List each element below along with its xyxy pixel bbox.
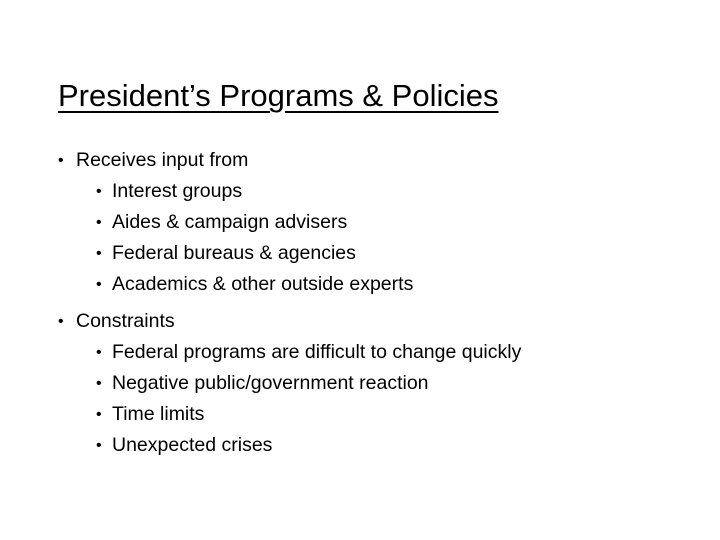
sub-bullet xyxy=(58,238,698,269)
sub-bullet xyxy=(58,207,698,238)
bullet-icon: • xyxy=(96,214,102,231)
bullet-text: Receives input from xyxy=(76,149,249,171)
sub-bullet-text: Academics & other outside experts xyxy=(112,273,414,295)
sub-bullet xyxy=(58,269,698,300)
bullet-icon: • xyxy=(96,276,102,293)
sub-bullet-text: Federal bureaus & agencies xyxy=(112,242,356,264)
bullet-icon: • xyxy=(96,437,102,454)
bullet-icon: • xyxy=(58,152,64,169)
sub-bullet-text: Interest groups xyxy=(112,180,243,202)
bullet-icon: • xyxy=(58,313,64,330)
bullet-level1-constraints xyxy=(58,306,698,337)
bullet-icon: • xyxy=(96,344,102,361)
bullet-icon: • xyxy=(96,245,102,262)
sub-bullet xyxy=(58,399,698,430)
slide-title: President’s Programs & Policies xyxy=(58,78,499,113)
bullet-text: Constraints xyxy=(76,310,175,332)
sub-bullet-text: Time limits xyxy=(112,403,205,425)
sub-bullet xyxy=(58,430,698,461)
sub-bullet xyxy=(58,337,698,368)
sub-bullet-text: Aides & campaign advisers xyxy=(112,211,348,233)
sub-bullet-text: Unexpected crises xyxy=(112,434,273,456)
bullet-list xyxy=(58,145,698,461)
sub-bullet-text: Federal programs are difficult to change quickly xyxy=(112,341,522,363)
bullet-level1-input xyxy=(58,145,698,176)
sub-bullet xyxy=(58,176,698,207)
sub-bullet xyxy=(58,368,698,399)
sub-bullet-text: Negative public/government reaction xyxy=(112,372,429,394)
bullet-icon: • xyxy=(96,406,102,423)
bullet-icon: • xyxy=(96,375,102,392)
bullet-icon: • xyxy=(96,183,102,200)
